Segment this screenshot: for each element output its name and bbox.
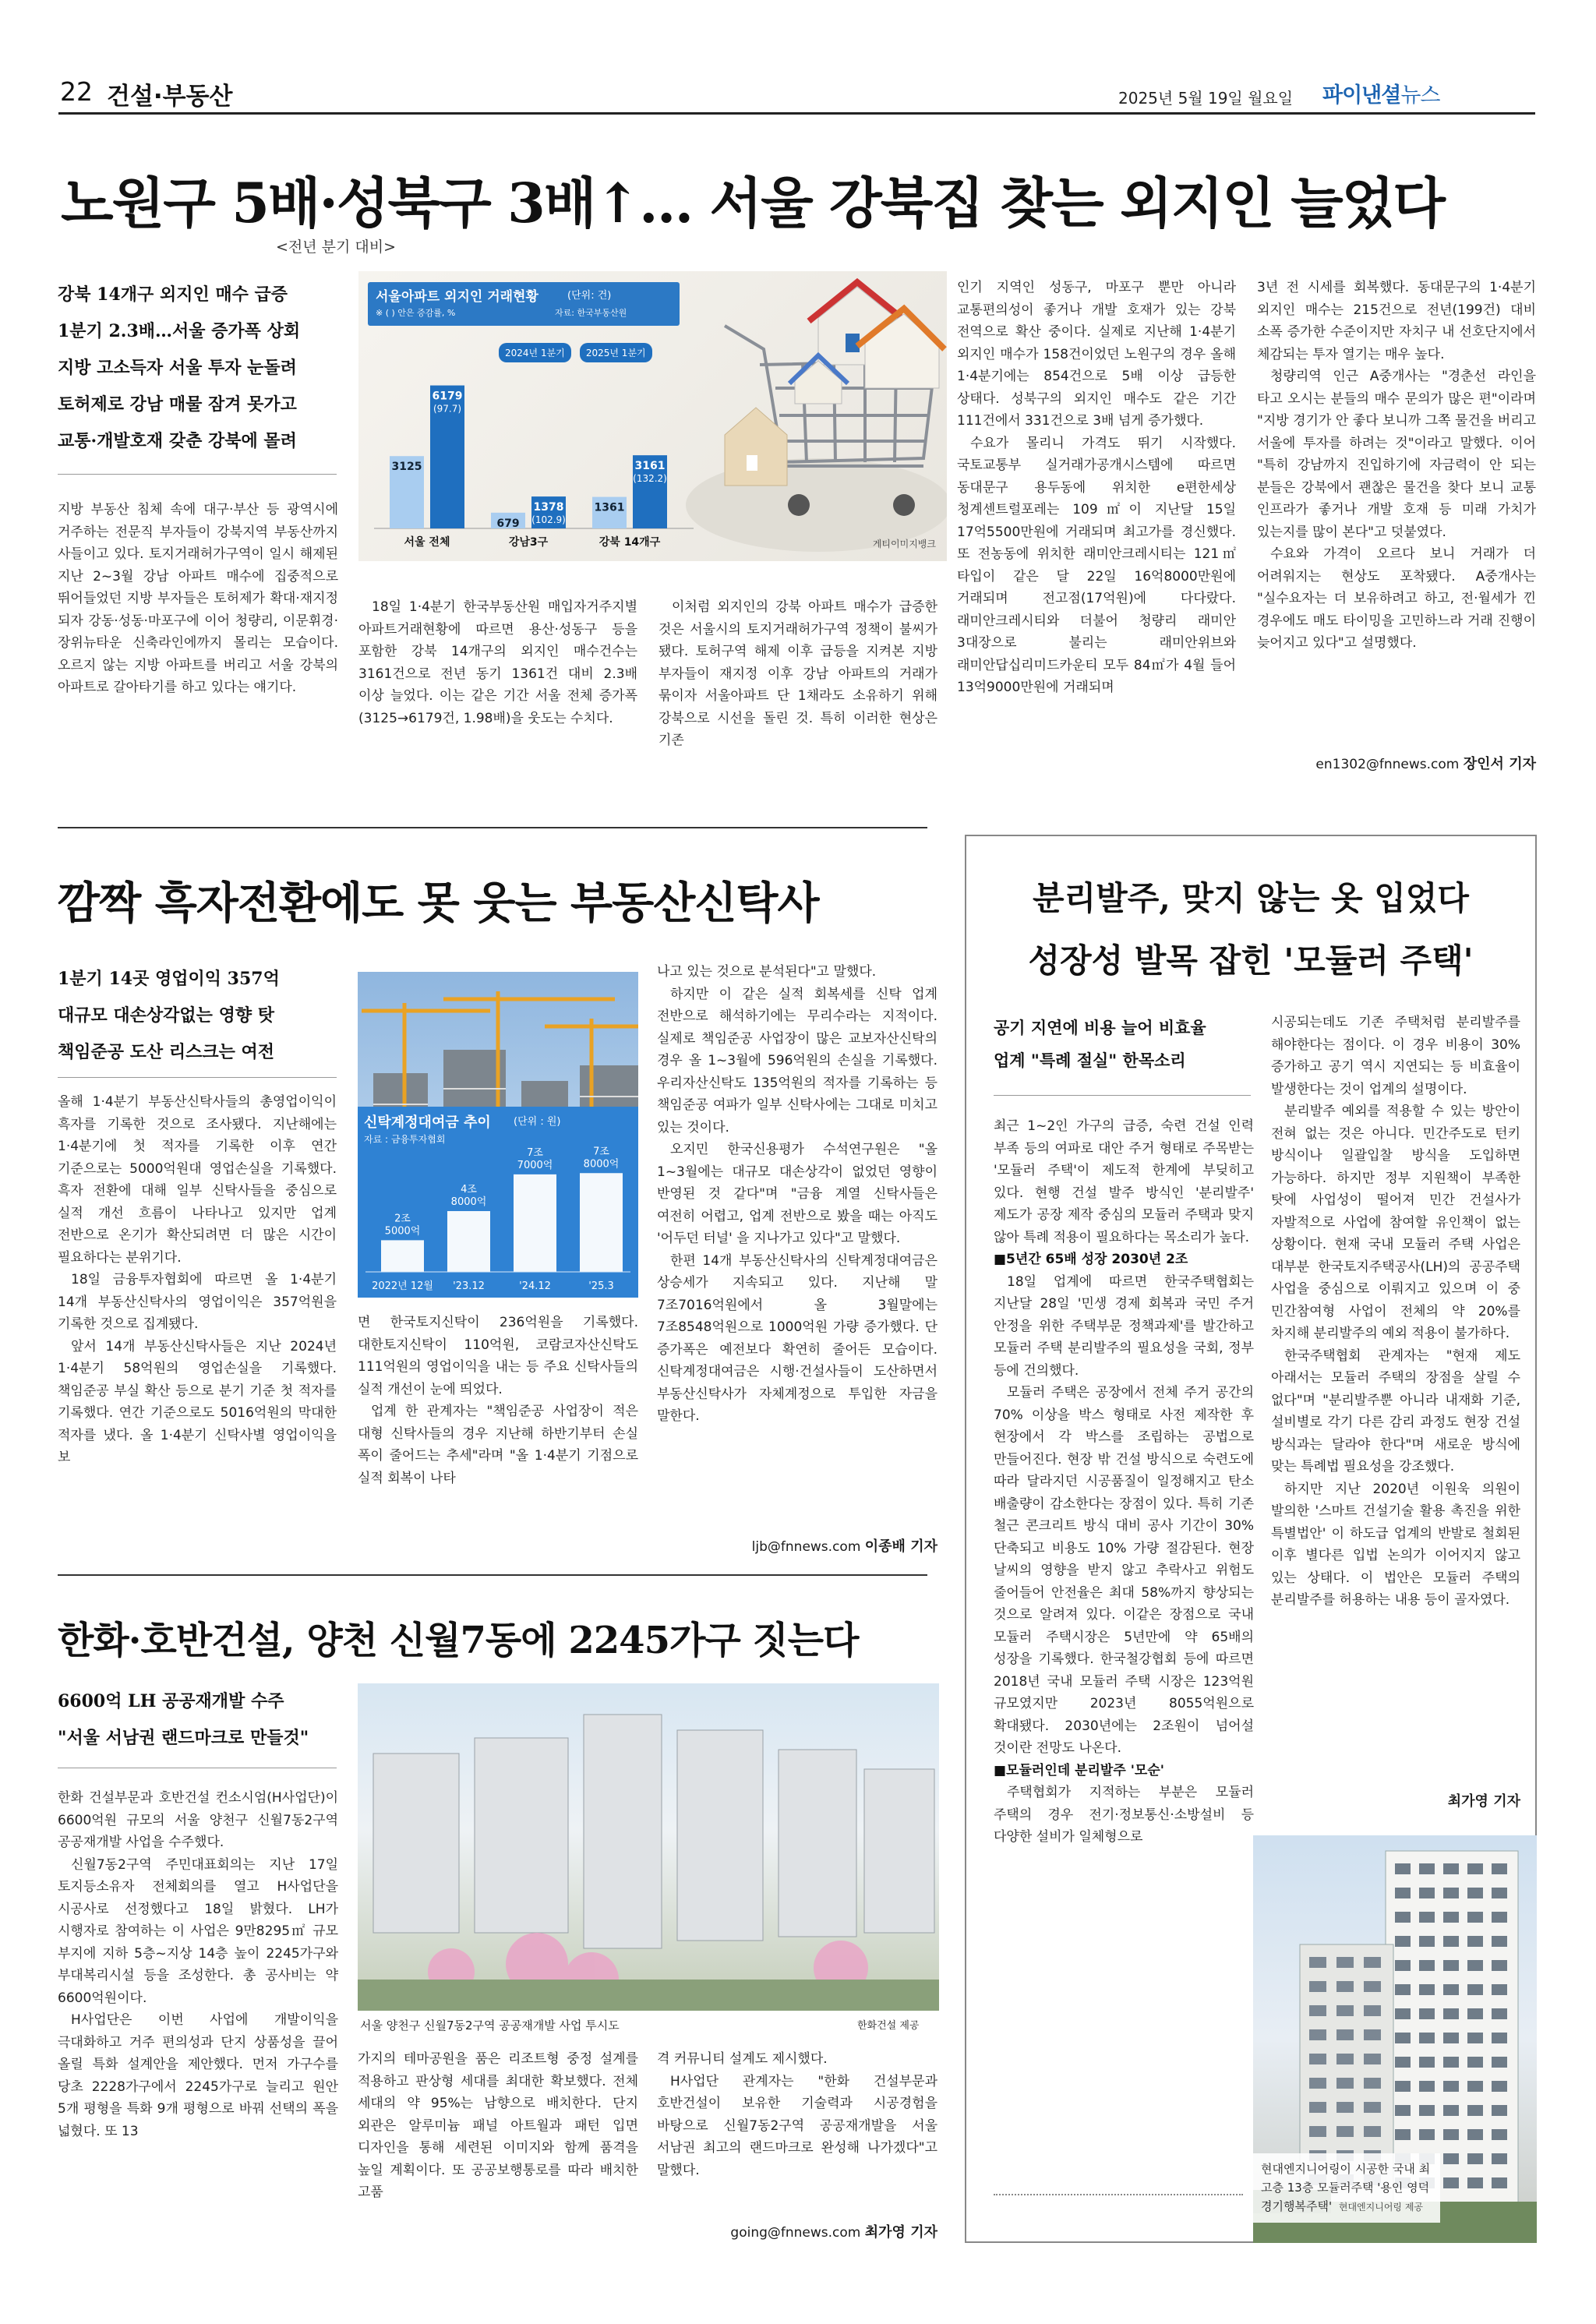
- window: [1395, 2081, 1411, 2092]
- window: [1443, 2177, 1459, 2188]
- window: [1309, 2029, 1326, 2040]
- paragraph: 올해 1·4분기 부동산신탁사들의 총영업이익이 흑자를 기록한 것으로 조사됐다. 지난해에는 1·4분기에 첫 적자를 기록한 이후 연간 기준으로는 5000억원대 영업손실을 기록했다. 흑자 전환에 대해 일부 신탁사들을 중심으로 실적 개선 흐름이 나타나고 있지만 업계 전반으로 온기가 확산되려면 더 많은 시간이 필요하다는 분위기다.: [58, 1094, 337, 1266]
- apartment-complex-rendering: [358, 1683, 939, 2011]
- window: [1467, 2177, 1483, 2188]
- subhead: 대규모 대손상각없는 영향 탓: [58, 1005, 275, 1026]
- window: [1443, 2008, 1459, 2019]
- category-label: '24.12: [519, 1280, 551, 1292]
- window: [1419, 1912, 1435, 1923]
- headline-tag: <전년 분기 대비>: [276, 238, 397, 256]
- subhead: 강북 14개구 외지인 매수 급증: [58, 284, 288, 305]
- bar-value-label: 6179: [432, 390, 463, 403]
- window: [1419, 1936, 1435, 1947]
- chart-bars-trust: [358, 1107, 638, 1298]
- paragraph: 격 커뮤니티 설계도 제시했다.: [657, 2051, 828, 2067]
- window: [1443, 2081, 1459, 2092]
- subhead: 1분기 2.3배…서울 증가폭 상회: [58, 321, 301, 341]
- window: [1443, 1912, 1459, 1923]
- window: [1467, 1960, 1483, 1971]
- window: [1467, 1984, 1483, 1995]
- issue-date: 2025년 5월 19일 월요일: [1118, 89, 1294, 108]
- window: [1492, 1960, 1507, 1971]
- section-heading: ■5년간 65배 성장 2030년 2조: [994, 1252, 1188, 1267]
- page-number: 22: [60, 76, 93, 107]
- headline-modular: 분리발주, 맞지 않는 옷 입었다: [1033, 879, 1469, 917]
- subhead: 6600억 LH 공공재개발 수주: [58, 1691, 284, 1711]
- window: [1419, 2057, 1435, 2068]
- window: [1309, 2078, 1326, 2089]
- photo-credit: 게티이미지뱅크: [872, 539, 936, 549]
- subhead: 업계 "특례 절실" 한목소리: [994, 1051, 1186, 1070]
- bar-value-label: 5000억: [384, 1225, 421, 1238]
- paragraph: 시공되는데도 기존 주택처럼 분리발주를 해야한다는 점이다. 이 경우 비용이 30% 증가하고 공기 역시 지연되는 등 비효율이 발생한다는 것이 업계의 설명이다.: [1271, 1015, 1520, 1097]
- paragraph: 이처럼 외지인의 강북 아파트 매수가 급증한 것은 서울시의 토지거래허가구역 정책이 불씨가 됐다. 토허구역 해제 이후 급등을 지켜본 지방 부자들이 재지정 이후 강남 아파트의 거래가 묶이자 서울아파트 단 1채라도 소유하기 위해 강북으로 시선을 돌린 것. 특히 이러한 현상은 기존: [659, 599, 937, 748]
- byline: [1271, 1790, 1520, 1810]
- paragraph: 면 한국토지신탁이 236억원을 기록했다. 대한토지신탁이 110억원, 코람코자산신탁도 111억원의 영업이익을 내는 등 주요 신탁사들의 실적 개선이 눈에 띄었다.: [358, 1315, 638, 1397]
- subheads-trust: [58, 961, 354, 1071]
- window: [1395, 1936, 1411, 1947]
- category-label: '25.3: [588, 1280, 614, 1292]
- brand-logo-main: 파이낸셜: [1322, 83, 1401, 108]
- window: [1419, 1863, 1435, 1874]
- window: [1364, 2054, 1381, 2064]
- paragraph: 하지만 이 같은 실적 회복세를 신탁 업계 전반으로 해석하기에는 무리수라는 지적이다. 실제로 책임준공 사업장이 많은 교보자산신탁의 경우 올 1~3월에 596억원의 손실을 기록했다. 우리자산신탁도 135억원의 적자를 기록하는 등 책임준공 여파가 일부 신탁사에는 그대로 미치고 있는 것이다.: [657, 986, 937, 1136]
- window: [1419, 2105, 1435, 2116]
- window: [1492, 2105, 1507, 2116]
- paragraph: 하지만 지난 2020년 이원욱 의원이 발의한 '스마트 건설기술 활용 촉진을 위한 특별법안' 이 하도급 업계의 반발로 철회된 이후 별다른 입법 논의가 이어지지 않고 있는 상태다. 이 법안은 모듈러 주택의 분리발주를 허용하는 내용 등이 골자였다.: [1271, 1481, 1520, 1608]
- subhead: "서울 서남권 랜드마크로 만들것": [58, 1728, 309, 1748]
- window: [1419, 2008, 1435, 2019]
- window: [1336, 2005, 1354, 2016]
- category-label: 서울 전체: [404, 536, 450, 549]
- window: [1364, 1981, 1381, 1992]
- window: [1364, 2029, 1381, 2040]
- window: [1443, 2057, 1459, 2068]
- subhead: 1분기 14곳 영업이익 357억: [58, 969, 280, 989]
- window: [1443, 1936, 1459, 1947]
- article-column: [358, 2048, 638, 2243]
- byline: [1257, 753, 1536, 773]
- category-label: '23.12: [453, 1280, 485, 1292]
- paragraph: 업계 한 관계자는 "책임준공 사업장이 적은 대형 신탁사들의 경우 지난해 하반기부터 손실 폭이 줄어드는 추세"라며 "올 1·4분기 기점으로 실적 회복이 나타: [358, 1404, 638, 1486]
- window: [1443, 2129, 1459, 2140]
- window: [1336, 2102, 1354, 2113]
- bar-value-label: 7000억: [517, 1159, 553, 1171]
- bar-value-label: 7조: [593, 1146, 609, 1158]
- window: [1492, 2129, 1507, 2140]
- paragraph: 앞서 14개 부동산신탁사들은 지난 2024년 1·4분기 58억원의 영업손실을 기록했다. 책임준공 부실 확산 등으로 분기 기준 첫 적자를 기록했다. 연간 기준으로도 5016억원의 막대한 적자를 냈다. 올 1·4분기 신탁사별 영업이익을 보: [58, 1338, 337, 1465]
- headline-gangbuk: 노원구 5배·성북구 3배↑… 서울 강북집 찾는 외지인 늘었다: [61, 171, 1445, 235]
- article-column: [659, 596, 937, 779]
- window: [1492, 2057, 1507, 2068]
- window: [1443, 2033, 1459, 2043]
- window: [1336, 2078, 1354, 2089]
- legend-2025: 2025년 1분기: [580, 343, 652, 362]
- window: [1395, 2129, 1411, 2140]
- window: [1467, 2129, 1483, 2140]
- window: [1492, 1936, 1507, 1947]
- window: [1419, 2129, 1435, 2140]
- paragraph: 주택협회가 지적하는 부분은 모듈러 주택의 경우 전기·정보통신·소방설비 등 다양한 설비가 일체형으로: [994, 1785, 1254, 1845]
- caption-text: 현대엔지니어링이 시공한 국내 최고층 13층 모듈러주택 '용인 영덕 경기행복주택': [1261, 2162, 1431, 2213]
- masthead: [58, 75, 1535, 111]
- window: [1395, 2105, 1411, 2116]
- bar-value-label: 8000억: [583, 1158, 620, 1171]
- chart-unit: (단위 : 원): [514, 1116, 561, 1128]
- window: [1419, 2081, 1435, 2092]
- subhead-rule: [58, 474, 337, 475]
- subhead: 교통·개발호재 갖춘 강북에 몰려: [58, 431, 297, 451]
- paragraph: 신월7동2구역 주민대표회의는 지난 17일 토지등소유자 전체회의를 열고 H사업단을 시공사로 선정했다고 18일 밝혔다. LH가 시행자로 참여하는 이 사업은 9만8295㎡ 규모 부지에 지하 5층~지상 14층 높이 2245가구와 부대복리시설 등을 조성한다. 총 공사비는 약 6600억원이다.: [58, 1856, 338, 2006]
- legend-2024: 2024년 1분기: [499, 343, 571, 362]
- paragraph: 청량리역 인근 A중개사는 "경춘선 라인을 타고 오시는 분들의 매수 문의가 많은 편"이라며 "지방 경기가 안 좋다 보니까 그쪽 물건을 버리고 서울에 투자를 하려는 것"이라고 말했다. 이어 "특히 강남까지 진입하기에 자금력이 안 되는 분들은 강북에서 괜찮은 물건을 찾다 보니 교통 인프라가 좋거나 개발 호재 등 미래 가치가 있는지를 많이 본다"고 덧붙였다.: [1257, 369, 1536, 540]
- window: [1467, 1912, 1483, 1923]
- change-label: (102.9): [531, 514, 566, 526]
- category-label: 강남3구: [508, 536, 549, 549]
- window: [1395, 1984, 1411, 1995]
- window: [1443, 1960, 1459, 1971]
- paragraph: 18일 1·4분기 한국부동산원 매입자거주지별 아파트거래현황에 따르면 용산·성동구 등을 포함한 강북 14개구의 외지인 매수건수는 3161건으로 전년 동기 1361건 대비 2.3배 이상 늘었다. 이는 같은 기간 서울 전체 증가폭(3125→6179건, 1.98배)을 웃도는 수치다.: [358, 599, 637, 726]
- window: [1309, 2054, 1326, 2064]
- chart-title: 신탁계정대여금 추이: [364, 1114, 491, 1131]
- window: [1364, 2078, 1381, 2089]
- photo-caption: [1253, 2153, 1440, 2223]
- byline-name: 장인서 기자: [1463, 756, 1536, 772]
- paragraph: 3년 전 시세를 회복했다. 동대문구의 1·4분기 외지인 매수는 215건으로 전년(199건) 대비 소폭 증가한 수준이지만 자치구 내 선호단지에서 체감되는 투자 열기는 매우 높다.: [1257, 280, 1536, 362]
- bar-value-label: 3161: [634, 460, 666, 473]
- window: [1336, 1957, 1354, 1968]
- bar-value-label: 2조: [394, 1213, 411, 1225]
- window: [1492, 1984, 1507, 1995]
- window: [1309, 2102, 1326, 2113]
- bar-trust: [447, 1211, 490, 1272]
- headline-trust: 깜짝 흑자전환에도 못 웃는 부동산신탁사: [58, 878, 819, 929]
- paragraph: H사업단은 이번 사업에 개발이익을 극대화하고 거주 편의성과 단지 상품성을 끌어 올릴 특화 설계안을 제안했다. 먼저 가구수를 당초 2228가구에서 2245가구로 늘리고 원안 5개 평형을 특화 9개 평형으로 바꿔 선택의 폭을 넓혔다. 또 13: [58, 2012, 338, 2139]
- change-label: (132.2): [633, 473, 667, 485]
- window: [1492, 2081, 1507, 2092]
- window: [1443, 1888, 1459, 1898]
- paragraph: 한국주택협회 관계자는 "현재 제도 아래서는 모듈러 주택의 장점을 살릴 수 없다"며 "분리발주뿐 아니라 내재화 기준, 설비별로 각기 다른 감리 과정도 현장 건설 방식과는 달라야 한다"며 새로운 방식에 맞는 특례법 필요성을 강조했다.: [1271, 1347, 1520, 1475]
- paragraph: 수요와 가격이 오르다 보니 거래가 더 어려워지는 현상도 포착됐다. A중개사는 "실수요자는 더 보유하려고 하고, 전·월세가 낀 경우에도 매도 타이밍을 고민하느라 거래 진행이 늦어지고 있다"고 설명했다.: [1257, 546, 1536, 651]
- paragraph: 최근 1~2인 가구의 급증, 숙련 건설 인력 부족 등의 여파로 대안 주거 형태로 주목받는 '모듈러 주택'이 제도적 한계에 부딪히고 있다. 현행 건설 발주 방식인 '분리발주' 제도가 공장 제작 중심의 모듈러 주택과 맞지 않아 특례 적용이 필요하다는 목소리가 높다.: [994, 1118, 1254, 1245]
- paragraph: 수요가 몰리니 가격도 뛰기 시작했다. 국토교통부 실거래가공개시스템에 따르면 동대문구 용두동에 위치한 e편한세상 청계센트럴포레는 109㎡이 지난달 15일 17억5500만원에 거래되며 최고가를 경신했다. 또 전농동에 위치한 래미안크레시티는 121㎡타입이 같은 달 22일 16억8000만원에 거래되며 전고점(17억원)에 다다랐다. 래미안크레시티와 더불어 청량리 래미안 3대장으로 불리는 래미안위브와 래미안답십리미드카운티 모두 84㎡가 4월 들어 13억9000만원에 거래되며: [957, 435, 1236, 695]
- bar-value-label: 679: [496, 517, 520, 530]
- window: [1492, 2153, 1507, 2164]
- window: [1364, 2102, 1381, 2113]
- bar-value-label: 1361: [594, 501, 625, 514]
- byline: [657, 1535, 937, 1556]
- window: [1395, 1912, 1411, 1923]
- window: [1364, 2126, 1381, 2137]
- section-heading: ■모듈러인데 분리발주 '모순': [994, 1762, 1164, 1778]
- subheads-gangbuk: [58, 277, 338, 460]
- paragraph: 분리발주 예외를 적용할 수 있는 방안이 전혀 없는 것은 아니다. 민간주도로 턴키 방식이나 일괄입찰 방식을 도입하면 가능하다. 하지만 정부 지원책이 부족한 탓에 사업성이 떨어져 민간 건설사가 자발적으로 사업에 참여할 유인책이 없는 상황이다. 현재 국내 모듈러 주택 사업은 대부분 한국토지주택공사(LH)의 공공주택 사업을 중심으로 이뤄지고 있으며 이 중 민간참여형 사업이 전체의 약 20%를 차지해 분리발주의 예외 적용이 불가하다.: [1271, 1104, 1520, 1341]
- subhead-rule: [58, 1077, 337, 1078]
- bar-trust: [580, 1173, 623, 1272]
- window: [1492, 1912, 1507, 1923]
- window: [1309, 1981, 1326, 1992]
- photo-caption: 서울 양천구 신월7동2구역 공공재개발 사업 투시도: [360, 2018, 620, 2033]
- window: [1492, 2177, 1507, 2188]
- bar-trust: [381, 1240, 424, 1272]
- window: [1364, 2005, 1381, 2016]
- subheads-hanwha: [58, 1683, 338, 1757]
- paragraph: 한화 건설부문과 호반건설 컨소시엄(H사업단)이 6600억원 규모의 서울 양천구 신월7동2구역 공공재개발 사업을 수주했다.: [58, 1790, 338, 1850]
- window: [1309, 1957, 1326, 1968]
- window: [1395, 1863, 1411, 1874]
- chart-source: 자료 : 금융투자협회: [364, 1134, 446, 1145]
- chart-title: 서울아파트 외지인 거래현황: [376, 289, 538, 305]
- paragraph: 지방 부동산 침체 속에 대구·부산 등 광역시에 거주하는 전문직 부자들이 강북지역 부동산까지 사들이고 있다. 토지거래허가구역이 일시 해제된 지난 2~3월 강남 아파트 매수에 집중적으로 뛰어들었던 지방 부자들은 토허제가 확대·재지정 되자 강동·성동·마포구에 이어 청량리, 이문휘경·장위뉴타운 신축라인에까지 몰리는 모습이다. 오르지 않는 지방 아파트를 버리고 서울 강북의 아파트로 갈아타기를 하고 있다는 얘기다.: [58, 502, 338, 695]
- window: [1419, 1984, 1435, 1995]
- window: [1336, 2054, 1354, 2064]
- subhead-rule: [994, 1095, 1251, 1096]
- window: [1395, 2033, 1411, 2043]
- section-divider: [58, 827, 927, 828]
- window: [1336, 2029, 1354, 2040]
- window: [1309, 2005, 1326, 2016]
- bar-value-label: 3125: [391, 461, 422, 474]
- article-column: [358, 1312, 638, 1556]
- bar-value-label: 4조: [461, 1184, 477, 1196]
- chart-unit: (단위: 건): [567, 290, 612, 302]
- section-name: 건설·부동산: [107, 83, 233, 111]
- sinwol-rendering-photo: [358, 1683, 939, 2011]
- article-column: [657, 2048, 937, 2220]
- paragraph: H사업단 관계자는 "한화 건설부문과 호반건설이 보유한 기술력과 시공경험을 바탕으로 신월7동2구역 공공재개발을 서울 서남권 최고의 랜드마크로 완성해 나가겠다"고 말했다.: [657, 2073, 937, 2178]
- window: [1467, 2153, 1483, 2164]
- window: [1492, 2033, 1507, 2043]
- brand-logo: [1322, 78, 1440, 108]
- window: [1443, 2105, 1459, 2116]
- subhead: 책임준공 도산 리스크는 여전: [58, 1042, 275, 1062]
- masthead-rule: [58, 112, 1535, 115]
- paragraph: 모듈러 주택은 공장에서 전체 주거 공간의 70% 이상을 박스 형태로 사전 제작한 후 현장에서 각 박스를 조립하는 공법으로 만들어진다. 현장 밖 건설 방식으로 숙련도에 따라 달라지던 시공품질이 일정해지고 탄소 배출량이 감소한다는 장점이 있다. 특히 기존 철근 콘크리트 방식 대비 공사 기간이 30% 단축되고 비용도 10% 가량 절감된다. 현장 날씨의 영향을 받지 않고 추락사고 위험도 줄어들어 안전율은 최대 58%까지 향상되는 것으로 알려져 있다. 이같은 장점으로 국내 모듈러 주택시장은 5년만에 약 65배의 성장을 기록했다. 한국철강협회 등에 따르면 2018년 국내 모듈러 주택 시장은 123억원 규모였지만 2023년 8055억원으로 확대됐다. 2030년에는 2조원이 넘어설 것이란 전망도 나온다.: [994, 1385, 1254, 1756]
- paragraph: 인기 지역인 성동구, 마포구 뿐만 아니라 교통편의성이 좋거나 개발 호재가 있는 강북 전역으로 확산 중이다. 실제로 지난해 1·4분기 외지인 매수가 158건이었던 노원구의 경우 올해 1·4분기에는 854건으로 5배 이상 급등한 상태다. 성북구의 외지인 매수도 같은 기간 111건에서 331건으로 3배 넘게 증가했다.: [957, 280, 1236, 429]
- chart-bars-seoul: [358, 271, 701, 561]
- dotted-rule: [994, 2194, 1243, 2195]
- headline-modular-2: 성장성 발목 잡힌 '모듈러 주택': [1028, 941, 1474, 980]
- bar-value-label: 8000억: [450, 1196, 487, 1208]
- paragraph: 가지의 테마공원을 품은 리조트형 중정 설계를 적용하고 판상형 세대를 최대한 확보했다. 전체 세대의 약 95%는 남향으로 배치한다. 단지 외관은 알루미늄 패널 아트월과 패턴 입면 디자인을 통해 세련된 이미지와 함께 품격을 높일 계획이다. 또 공공보행통로를 따라 배치한 고품: [358, 2051, 638, 2200]
- chart-source: 자료: 한국부동산원: [555, 308, 627, 318]
- window: [1443, 1863, 1459, 1874]
- window: [1467, 1863, 1483, 1874]
- bar-value-label: 7조: [527, 1146, 543, 1159]
- window: [1467, 2008, 1483, 2019]
- article-column: [1257, 277, 1536, 754]
- bar-value-label: 1378: [533, 501, 564, 514]
- window: [1395, 2057, 1411, 2068]
- window: [1467, 2033, 1483, 2043]
- window: [1443, 2153, 1459, 2164]
- article-column: [58, 499, 338, 779]
- window: [1336, 1981, 1354, 1992]
- window: [1419, 1960, 1435, 1971]
- paragraph: 오지민 한국신용평가 수석연구원은 "올 1~3월에는 대규모 대손상각이 없었던 영향이 반영된 것 같다"며 "금융 계열 신탁사들은 여전히 어렵고, 업계 전반으로 봤을 때는 아직도 '어두던 터널' 을 지나가고 있다"고 말했다.: [657, 1142, 937, 1246]
- subhead: 지방 고소득자 서울 투자 눈돌려: [58, 358, 297, 378]
- paragraph: 나고 있는 것으로 분석된다"고 말했다.: [657, 964, 877, 980]
- section-divider: [58, 1574, 927, 1576]
- brand-logo-sub: 뉴스: [1400, 83, 1440, 108]
- subheads-modular: [994, 1012, 1251, 1077]
- chart-trust-loans: [358, 1107, 638, 1298]
- bar-trust: [514, 1174, 556, 1272]
- article-column: [58, 1091, 337, 1556]
- window: [1419, 1888, 1435, 1898]
- window: [1467, 2105, 1483, 2116]
- article-column: [358, 596, 637, 779]
- window: [1492, 1863, 1507, 1874]
- window: [1419, 2033, 1435, 2043]
- window: [1395, 1888, 1411, 1898]
- change-label: (97.7): [433, 403, 462, 415]
- window: [1467, 2057, 1483, 2068]
- byline-email: ljb@fnnews.com: [751, 1539, 861, 1555]
- paragraph: 18일 업계에 따르면 한국주택협회는 지난달 28일 '민생 경제 회복과 국민 주거 안정을 위한 주택부문 정책과제'를 발간하고 모듈러 주택 분리발주의 필요성을 국회, 정부 등에 건의했다.: [994, 1273, 1254, 1379]
- byline: [657, 2221, 937, 2241]
- chart-seoul-apartment: [358, 271, 701, 561]
- category-label: 2022년 12월: [372, 1280, 433, 1292]
- window: [1492, 2008, 1507, 2019]
- photo-credit: 현대엔지니어링 제공: [1338, 2202, 1424, 2213]
- headline-hanwha: 한화·호반건설, 양천 신월7동에 2245가구 짓는다: [58, 1619, 859, 1662]
- window: [1395, 1960, 1411, 1971]
- article-column: [657, 961, 937, 1535]
- window: [1336, 2126, 1354, 2137]
- modular-housing-photo: [1253, 1835, 1537, 2243]
- category-label: 강북 14개구: [598, 536, 661, 549]
- window: [1467, 1936, 1483, 1947]
- window: [1467, 2081, 1483, 2092]
- window: [1443, 1984, 1459, 1995]
- article-column: [957, 277, 1236, 779]
- paragraph: 한편 14개 부동산신탁사의 신탁계정대여금은 상승세가 지속되고 있다. 지난해 말 7조7016억원에서 올 3월말에는 7조8548억원으로 1000억원 가량 증가했다. 단 증가폭은 예전보다 확연히 줄어든 모습이다. 신탁계정대여금은 시행·건설사들이 도산하면서 부동산신탁사가 자체계정으로 투입한 자금을 말한다.: [657, 1252, 937, 1424]
- byline-name: 최가영 기자: [864, 2224, 937, 2241]
- photo-credit: 한화건설 제공: [857, 2020, 920, 2032]
- subhead: 공기 지연에 비용 늘어 비효율: [994, 1018, 1206, 1037]
- chart-note: ※ ( ) 안은 증감률, %: [376, 308, 456, 318]
- window: [1492, 1888, 1507, 1898]
- window: [1309, 2126, 1326, 2137]
- window: [1467, 1888, 1483, 1898]
- article-column: [58, 1787, 338, 2243]
- subhead: 토허제로 강남 매물 잠겨 못가고: [58, 394, 297, 415]
- article-column: [994, 1115, 1254, 2181]
- byline-name: 최가영 기자: [1447, 1793, 1520, 1810]
- window: [1364, 1957, 1381, 1968]
- byline-email: going@fnnews.com: [730, 2225, 861, 2241]
- byline-email: en1302@fnnews.com: [1315, 757, 1460, 772]
- article-column: [1271, 1012, 1520, 1783]
- byline-name: 이종배 기자: [864, 1538, 937, 1555]
- paragraph: 18일 금융투자협회에 따르면 올 1·4분기 14개 부동산신탁사의 영업이익은 357억원을 기록한 것으로 집계됐다.: [58, 1272, 337, 1332]
- window: [1395, 2008, 1411, 2019]
